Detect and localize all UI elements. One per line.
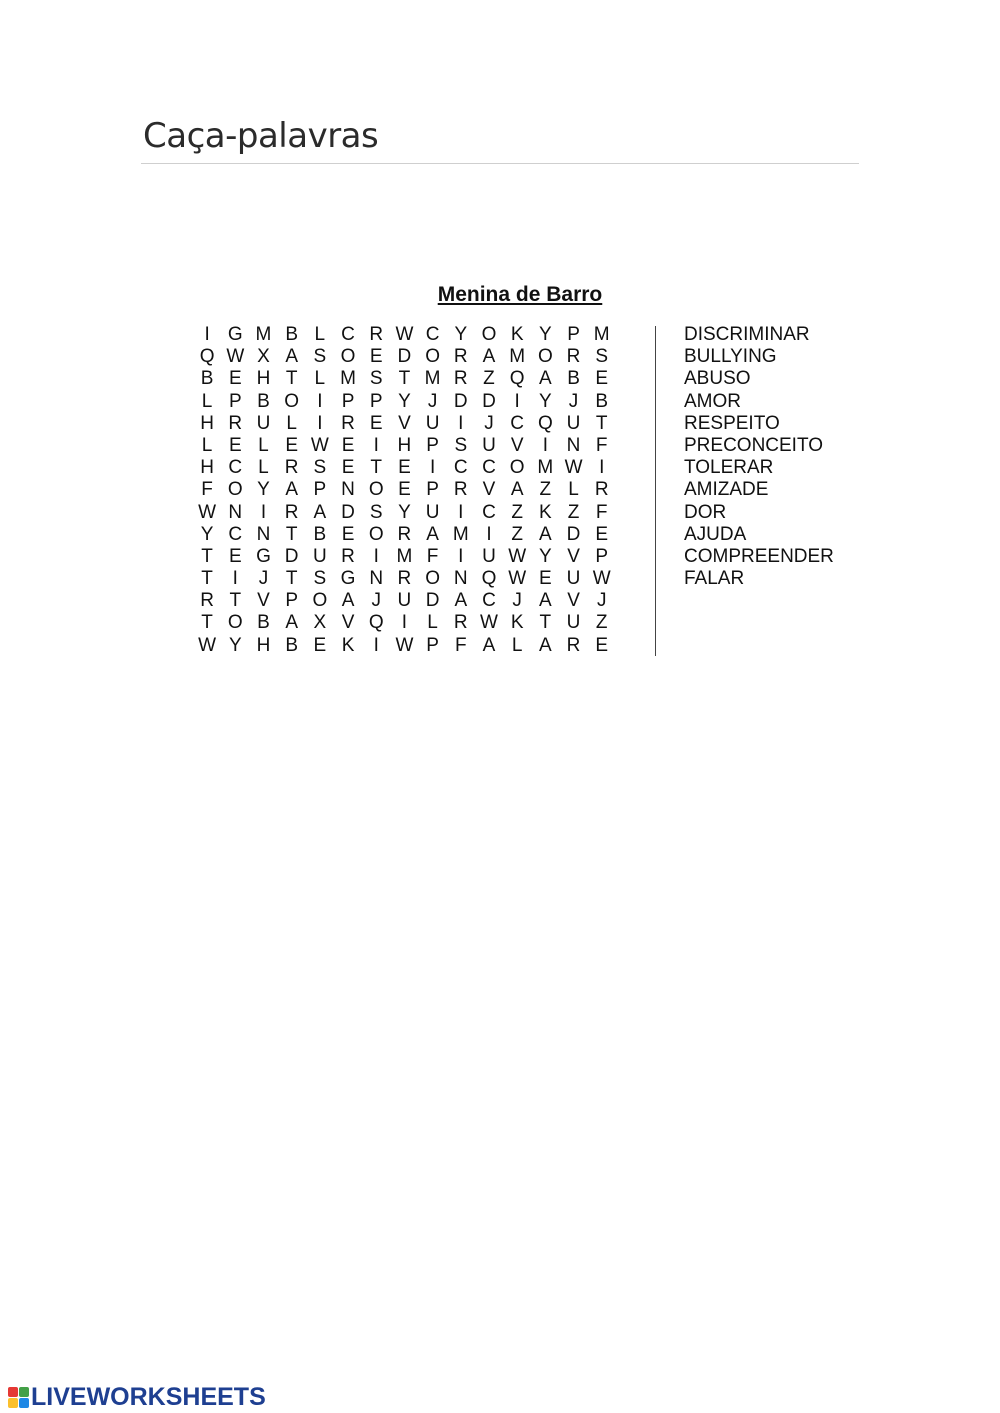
- grid-cell[interactable]: O: [227, 479, 243, 501]
- grid-cell[interactable]: R: [341, 412, 355, 434]
- grid-cell[interactable]: E: [228, 368, 242, 390]
- grid-cell[interactable]: W: [198, 501, 217, 523]
- grid-cell[interactable]: D: [425, 590, 440, 612]
- grid-cell[interactable]: M: [593, 324, 610, 345]
- grid-cell[interactable]: M: [396, 545, 413, 567]
- grid-cell[interactable]: O: [340, 346, 356, 368]
- grid-cell[interactable]: U: [566, 568, 581, 590]
- grid-cell[interactable]: C: [228, 457, 243, 479]
- grid-cell[interactable]: I: [458, 501, 464, 523]
- grid-cell[interactable]: R: [397, 523, 412, 545]
- grid-cell[interactable]: Y: [228, 634, 242, 656]
- grid-cell[interactable]: E: [595, 523, 609, 545]
- grid-cell[interactable]: K: [510, 612, 524, 634]
- grid-cell[interactable]: S: [369, 501, 383, 523]
- grid-cell[interactable]: A: [341, 590, 355, 612]
- grid-cell[interactable]: I: [232, 568, 238, 590]
- grid-cell[interactable]: R: [397, 568, 412, 590]
- grid-cell[interactable]: Y: [539, 390, 552, 412]
- grid-cell[interactable]: U: [425, 501, 440, 523]
- grid-cell[interactable]: B: [285, 324, 298, 345]
- grid-cell[interactable]: S: [595, 346, 609, 368]
- grid-cell[interactable]: M: [509, 346, 526, 368]
- grid-cell[interactable]: N: [369, 568, 384, 590]
- grid-cell[interactable]: Z: [511, 523, 523, 545]
- logo-text: LIVEWORKSHEETS: [31, 1383, 266, 1411]
- grid-cell[interactable]: A: [313, 501, 327, 523]
- grid-cell[interactable]: F: [595, 501, 608, 523]
- grid-cell[interactable]: M: [255, 324, 272, 345]
- grid-cell[interactable]: P: [567, 324, 580, 345]
- grid-cell[interactable]: U: [566, 412, 581, 434]
- grid-cell[interactable]: K: [341, 634, 355, 656]
- grid-cell[interactable]: L: [314, 368, 326, 390]
- grid-cell[interactable]: C: [482, 590, 496, 612]
- grid-cell[interactable]: Z: [539, 479, 552, 501]
- grid-cell[interactable]: E: [228, 434, 242, 456]
- grid-cell[interactable]: C: [510, 412, 525, 434]
- grid-cell[interactable]: B: [313, 523, 327, 545]
- grid-cell[interactable]: X: [313, 612, 327, 634]
- grid-cell[interactable]: W: [198, 634, 217, 656]
- grid-cell[interactable]: A: [426, 523, 439, 545]
- grid-cell[interactable]: E: [313, 634, 327, 656]
- grid-cell[interactable]: W: [592, 568, 611, 590]
- grid-cell[interactable]: S: [313, 457, 327, 479]
- grid-cell[interactable]: E: [369, 412, 383, 434]
- grid-cell[interactable]: E: [228, 545, 242, 567]
- grid-cell[interactable]: I: [458, 545, 464, 567]
- grid-cell[interactable]: R: [341, 545, 355, 567]
- word-list-item: RESPEITO: [684, 412, 780, 434]
- grid-cell[interactable]: O: [537, 346, 553, 368]
- grid-cell[interactable]: W: [480, 612, 498, 634]
- grid-cell[interactable]: A: [510, 479, 524, 501]
- grid-cell[interactable]: O: [368, 523, 384, 545]
- grid-cell[interactable]: C: [425, 324, 440, 345]
- grid-cell[interactable]: R: [594, 479, 609, 501]
- grid-cell[interactable]: U: [425, 412, 440, 434]
- grid-cell[interactable]: J: [484, 412, 494, 434]
- grid-cell[interactable]: Y: [398, 390, 411, 412]
- grid-cell[interactable]: L: [568, 479, 579, 501]
- grid-cell[interactable]: R: [453, 346, 468, 368]
- grid-cell[interactable]: E: [398, 479, 411, 501]
- grid-cell[interactable]: N: [566, 434, 581, 456]
- grid-cell[interactable]: N: [341, 479, 355, 501]
- grid-cell[interactable]: W: [395, 634, 414, 656]
- grid-cell[interactable]: E: [398, 457, 411, 479]
- grid-cell[interactable]: D: [453, 390, 468, 412]
- word-list-item: AMIZADE: [684, 479, 769, 501]
- grid-cell[interactable]: D: [284, 545, 299, 567]
- grid-cell[interactable]: J: [258, 568, 269, 590]
- grid-cell[interactable]: Q: [368, 612, 384, 634]
- grid-cell[interactable]: Z: [567, 501, 580, 523]
- grid-cell[interactable]: O: [481, 324, 497, 345]
- grid-cell[interactable]: I: [260, 501, 267, 523]
- logo-block: [19, 1398, 29, 1408]
- grid-cell[interactable]: I: [514, 390, 520, 412]
- grid-cell[interactable]: A: [539, 590, 552, 612]
- word-list-item: ABUSO: [684, 368, 751, 390]
- grid-cell[interactable]: W: [395, 324, 414, 345]
- grid-cell[interactable]: L: [258, 434, 269, 456]
- grid-cell[interactable]: C: [482, 457, 496, 479]
- grid-cell[interactable]: B: [567, 368, 580, 390]
- grid-cell[interactable]: F: [201, 479, 213, 501]
- grid-cell[interactable]: G: [227, 324, 243, 345]
- grid-cell[interactable]: A: [482, 634, 496, 656]
- grid-cell[interactable]: O: [425, 568, 440, 590]
- grid-cell[interactable]: L: [427, 612, 438, 634]
- grid-cell[interactable]: M: [452, 523, 469, 545]
- grid-cell[interactable]: E: [539, 568, 552, 590]
- logo-block: [19, 1387, 29, 1397]
- grid-cell[interactable]: Z: [595, 612, 608, 634]
- grid-cell[interactable]: P: [426, 634, 439, 656]
- grid-cell[interactable]: U: [482, 434, 496, 456]
- grid-cell[interactable]: Y: [257, 479, 270, 501]
- title-divider: [141, 163, 859, 164]
- grid-cell[interactable]: U: [566, 612, 581, 634]
- grid-cell[interactable]: J: [427, 390, 438, 412]
- grid-cell[interactable]: M: [537, 457, 554, 479]
- grid-cell[interactable]: A: [482, 346, 496, 368]
- grid-cell[interactable]: O: [425, 346, 440, 368]
- grid-cell[interactable]: E: [595, 634, 609, 656]
- grid-cell[interactable]: Q: [537, 412, 553, 434]
- word-list-item: AMOR: [684, 390, 741, 412]
- grid-cell[interactable]: F: [595, 434, 608, 456]
- grid-cell[interactable]: I: [317, 412, 323, 434]
- grid-cell[interactable]: A: [539, 368, 552, 390]
- grid-cell[interactable]: S: [454, 434, 468, 456]
- grid-cell[interactable]: T: [285, 568, 298, 590]
- grid-cell[interactable]: I: [429, 457, 436, 479]
- grid-cell[interactable]: R: [284, 501, 299, 523]
- grid-cell[interactable]: J: [596, 590, 607, 612]
- grid-cell[interactable]: I: [204, 324, 210, 345]
- grid-cell[interactable]: H: [397, 434, 412, 456]
- grid-cell[interactable]: L: [286, 412, 297, 434]
- grid-cell[interactable]: P: [313, 479, 327, 501]
- grid-cell[interactable]: R: [284, 457, 299, 479]
- puzzle-title: Menina de Barro: [437, 283, 603, 306]
- grid-cell[interactable]: U: [256, 412, 271, 434]
- grid-cell[interactable]: L: [201, 390, 213, 412]
- grid-cell[interactable]: Q: [199, 346, 215, 368]
- grid-cell[interactable]: V: [257, 590, 270, 612]
- grid-cell[interactable]: Y: [200, 523, 214, 545]
- grid-cell[interactable]: O: [312, 590, 328, 612]
- grid-cell[interactable]: R: [566, 346, 581, 368]
- grid-cell[interactable]: J: [371, 590, 381, 612]
- grid-cell[interactable]: I: [486, 523, 492, 545]
- word-list: [684, 324, 834, 590]
- grid-cell[interactable]: T: [539, 612, 552, 634]
- grid-cell[interactable]: L: [511, 634, 523, 656]
- grid-cell[interactable]: B: [257, 390, 270, 412]
- grid-cell[interactable]: M: [424, 368, 441, 390]
- grid-cell[interactable]: Y: [454, 324, 468, 345]
- grid-cell[interactable]: G: [340, 568, 356, 590]
- grid-cell[interactable]: I: [458, 412, 464, 434]
- grid-cell[interactable]: E: [369, 346, 383, 368]
- grid-cell[interactable]: V: [510, 434, 524, 456]
- grid-cell[interactable]: G: [256, 545, 271, 567]
- grid-cell[interactable]: W: [508, 545, 527, 567]
- grid-cell[interactable]: D: [341, 501, 355, 523]
- grid-cell[interactable]: W: [310, 434, 329, 456]
- grid-cell[interactable]: B: [595, 390, 609, 412]
- grid-cell[interactable]: T: [595, 412, 608, 434]
- grid-cell[interactable]: B: [285, 634, 298, 656]
- grid-cell[interactable]: R: [228, 412, 243, 434]
- grid-cell[interactable]: V: [398, 412, 411, 434]
- grid-cell[interactable]: P: [595, 545, 609, 567]
- grid-cell[interactable]: A: [454, 590, 468, 612]
- word-list-item: DOR: [684, 501, 727, 523]
- grid-cell[interactable]: F: [426, 545, 439, 567]
- grid-cell[interactable]: S: [313, 568, 327, 590]
- grid-cell[interactable]: O: [227, 612, 243, 634]
- grid-cell[interactable]: N: [453, 568, 468, 590]
- grid-cell[interactable]: E: [595, 368, 609, 390]
- grid-cell[interactable]: T: [285, 368, 298, 390]
- page-title: Caça-palavras: [143, 116, 379, 156]
- grid-cell[interactable]: H: [200, 457, 214, 479]
- grid-cell[interactable]: S: [313, 346, 327, 368]
- word-list-item: TOLERAR: [684, 457, 774, 479]
- grid-cell[interactable]: T: [201, 612, 213, 634]
- grid-cell[interactable]: D: [566, 523, 581, 545]
- grid-cell[interactable]: O: [284, 390, 300, 412]
- grid-cell[interactable]: I: [599, 457, 605, 479]
- grid-cell[interactable]: L: [201, 434, 213, 456]
- grid-cell[interactable]: R: [369, 324, 384, 345]
- letter-grid[interactable]: [193, 324, 616, 657]
- grid-cell[interactable]: A: [285, 346, 298, 368]
- grid-cell[interactable]: U: [482, 545, 496, 567]
- word-list-item: DISCRIMINAR: [684, 324, 810, 345]
- word-list-item: FALAR: [684, 568, 745, 590]
- grid-cell[interactable]: Y: [539, 545, 552, 567]
- grid-cell[interactable]: H: [200, 412, 214, 434]
- grid-cell[interactable]: A: [285, 479, 298, 501]
- grid-cell[interactable]: H: [256, 634, 271, 656]
- grid-cell[interactable]: C: [228, 523, 243, 545]
- grid-cell[interactable]: F: [454, 634, 467, 656]
- grid-cell[interactable]: C: [482, 501, 496, 523]
- grid-cell[interactable]: V: [341, 612, 355, 634]
- grid-cell[interactable]: J: [512, 590, 522, 612]
- grid-cell[interactable]: A: [285, 612, 298, 634]
- word-list-item: AJUDA: [684, 523, 747, 545]
- grid-cell[interactable]: T: [370, 457, 383, 479]
- grid-cell[interactable]: P: [285, 590, 298, 612]
- grid-cell[interactable]: Z: [483, 368, 495, 390]
- grid-cell[interactable]: P: [426, 434, 439, 456]
- grid-cell[interactable]: X: [257, 346, 270, 368]
- grid-cell[interactable]: P: [426, 479, 439, 501]
- grid-cell[interactable]: N: [228, 501, 243, 523]
- grid-cell[interactable]: Y: [398, 501, 411, 523]
- grid-cell[interactable]: T: [229, 590, 242, 612]
- grid-cell[interactable]: N: [256, 523, 271, 545]
- grid-cell[interactable]: M: [340, 368, 356, 390]
- grid-cell[interactable]: I: [401, 612, 408, 634]
- grid-cell[interactable]: K: [510, 324, 524, 345]
- grid-cell[interactable]: E: [285, 434, 298, 456]
- grid-cell[interactable]: U: [397, 590, 412, 612]
- grid-cell[interactable]: U: [312, 545, 327, 567]
- grid-cell[interactable]: P: [341, 390, 355, 412]
- grid-cell[interactable]: P: [369, 390, 383, 412]
- logo-block: [8, 1398, 18, 1408]
- grid-cell[interactable]: C: [341, 324, 355, 345]
- grid-cell[interactable]: Y: [539, 324, 552, 345]
- grid-cell[interactable]: Z: [511, 501, 523, 523]
- grid-cell[interactable]: B: [200, 368, 214, 390]
- grid-cell[interactable]: O: [368, 479, 384, 501]
- grid-cell[interactable]: P: [228, 390, 242, 412]
- grid-cell[interactable]: K: [539, 501, 552, 523]
- grid-cell[interactable]: T: [201, 568, 213, 590]
- grid-cell[interactable]: V: [482, 479, 496, 501]
- grid-cell[interactable]: W: [226, 346, 245, 368]
- grid-cell[interactable]: R: [453, 612, 468, 634]
- grid-cell[interactable]: H: [256, 368, 271, 390]
- word-list-item: COMPREENDER: [684, 546, 834, 568]
- grid-cell[interactable]: T: [285, 523, 298, 545]
- word-list-item: PRECONCEITO: [684, 435, 824, 457]
- grid-cell[interactable]: R: [453, 479, 468, 501]
- grid-cell[interactable]: L: [258, 457, 269, 479]
- logo-blocks-icon: [8, 1387, 29, 1408]
- grid-cell[interactable]: A: [539, 523, 552, 545]
- grid-cell[interactable]: I: [373, 434, 379, 456]
- grid-cell[interactable]: T: [398, 368, 411, 390]
- grid-cell[interactable]: E: [341, 457, 355, 479]
- grid-cell[interactable]: R: [453, 368, 468, 390]
- word-list-item: BULLYING: [684, 346, 777, 368]
- logo-block: [8, 1387, 18, 1397]
- grid-cell[interactable]: Q: [481, 568, 497, 590]
- grid-cell[interactable]: E: [341, 434, 355, 456]
- liveworksheets-logo: [8, 1383, 266, 1412]
- grid-cell[interactable]: D: [482, 390, 496, 412]
- grid-cell[interactable]: I: [542, 434, 548, 456]
- grid-cell[interactable]: V: [567, 545, 580, 567]
- grid-cell[interactable]: D: [397, 346, 412, 368]
- grid-cell[interactable]: B: [257, 612, 270, 634]
- grid-wordlist-divider: [655, 326, 656, 656]
- grid-cell[interactable]: I: [373, 634, 379, 656]
- grid-cell[interactable]: I: [317, 390, 323, 412]
- grid-cell[interactable]: J: [568, 390, 579, 412]
- grid-cell[interactable]: R: [566, 634, 581, 656]
- grid-cell[interactable]: C: [453, 457, 468, 479]
- grid-cell[interactable]: W: [564, 457, 583, 479]
- grid-cell[interactable]: R: [200, 590, 214, 612]
- grid-cell[interactable]: S: [369, 368, 383, 390]
- grid-cell[interactable]: W: [508, 568, 527, 590]
- grid-cell[interactable]: A: [539, 634, 552, 656]
- grid-cell[interactable]: O: [509, 457, 525, 479]
- grid-cell[interactable]: I: [373, 545, 379, 567]
- grid-cell[interactable]: Q: [509, 368, 525, 390]
- grid-cell[interactable]: E: [341, 523, 355, 545]
- grid-cell[interactable]: L: [314, 324, 326, 345]
- grid-cell[interactable]: V: [567, 590, 580, 612]
- grid-cell[interactable]: T: [201, 545, 213, 567]
